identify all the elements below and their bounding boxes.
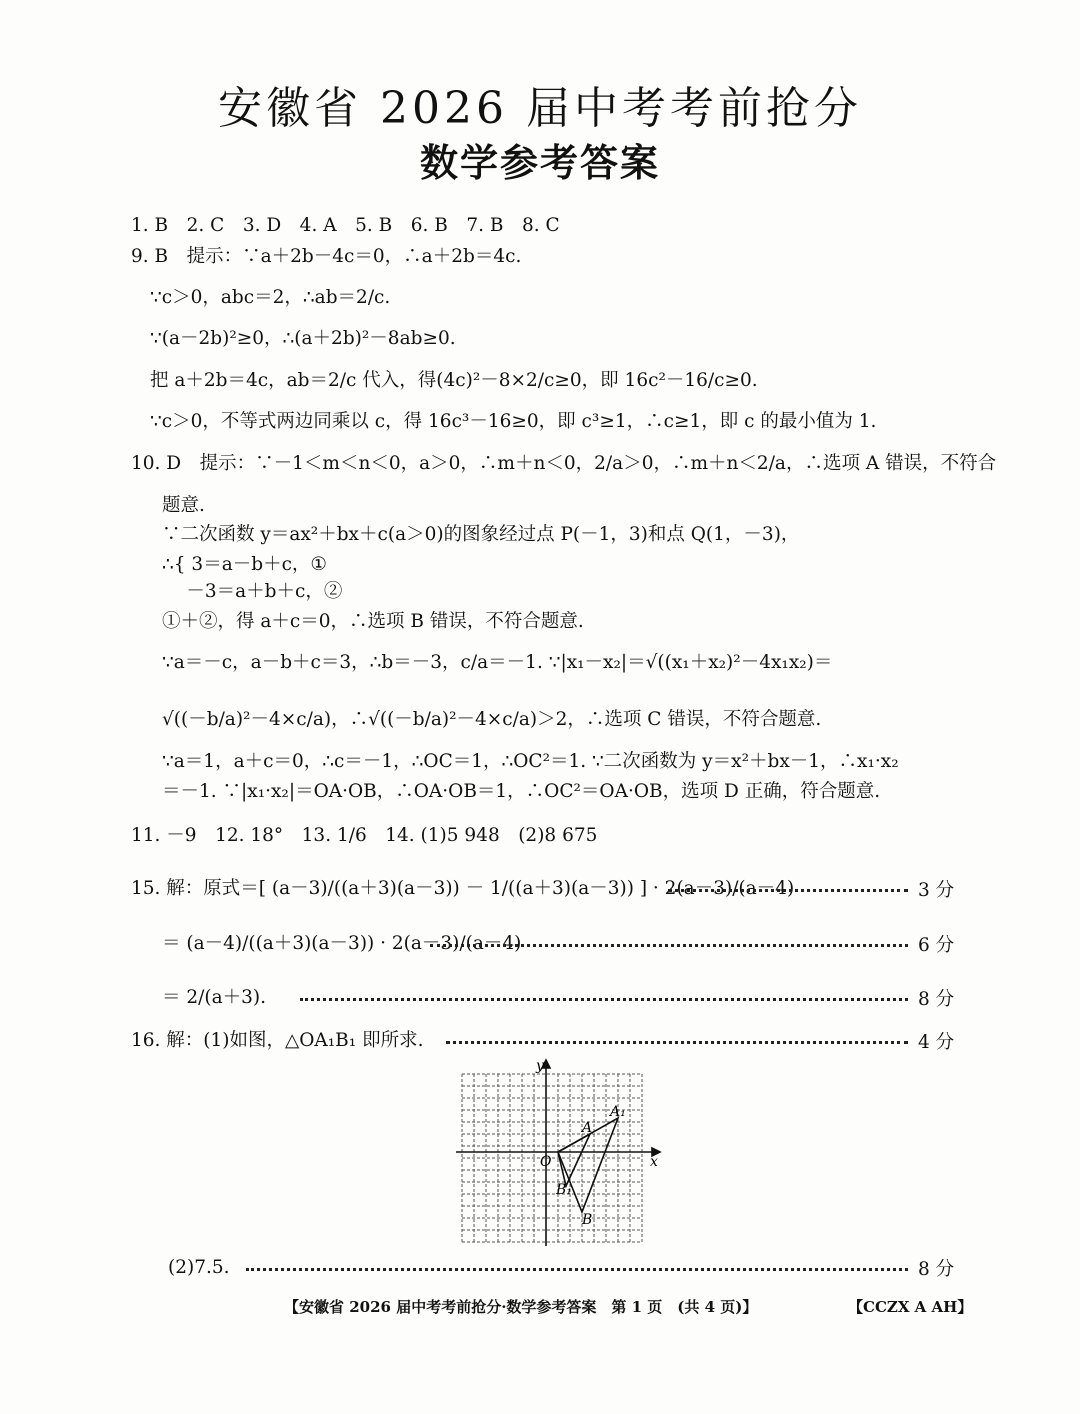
q16-leader-2 <box>246 1268 908 1271</box>
q10-line-8: √((－b/a)²－4×c/a)，∴√((－b/a)²－4×c/a)＞2，∴选项 C 错误，不符合题意. <box>162 709 822 730</box>
q10-line-2: 题意. <box>162 495 205 516</box>
q9-step-4: ∵c＞0，不等式两边同乘以 c，得 16c³－16≥0，即 c³≥1，∴c≥1，即 c 的最小值为 1. <box>150 411 877 432</box>
q10-line-9: ∵a＝1，a＋c＝0，∴c＝－1，∴OC＝1，∴OC²＝1. ∵二次函数为 y＝x²＋bx－1，∴x₁·x₂ <box>162 751 899 772</box>
q15-score-2: 6 分 <box>918 935 955 956</box>
footer-code: 【CCZX A AH】 <box>848 1298 973 1316</box>
point-label-A: A <box>582 1120 593 1136</box>
point-label-B: B <box>582 1212 593 1228</box>
q10-line-7: ∵a＝－c，a－b＋c＝3，∴b＝－3，c/a＝－1. ∵|x₁－x₂|＝√((x₁＋x₂)²－4x₁x₂)＝ <box>162 652 833 673</box>
q10-system-2: －3＝a＋b＋c，② <box>162 581 343 602</box>
q10-system-1: ∴{ 3＝a－b＋c，① <box>162 554 328 575</box>
point-label-A1: A₁ <box>610 1104 626 1120</box>
point-label-B1: B₁ <box>556 1182 572 1198</box>
q15-score-1: 3 分 <box>918 880 955 901</box>
footer-page-info: 【安徽省 2026 届中考考前抢分·数学参考答案 第 1 页 (共 4 页)】 <box>284 1298 758 1316</box>
q10-hint: 10. D 提示：∵－1＜m＜n＜0，a＞0，∴m＋n＜0，2/a＞0，∴m＋n＜2/a，∴选项 A 错误，不符合 <box>131 453 997 474</box>
q16-leader-1 <box>446 1041 908 1044</box>
q15-line-3: ＝ 2/(a＋3). <box>162 987 266 1008</box>
q15-line-2: ＝ (a－4)/((a＋3)(a－3)) · 2(a－3)/(a－4) <box>162 933 522 954</box>
x-axis-label: x <box>650 1154 658 1170</box>
q16-score-2: 8 分 <box>918 1259 955 1280</box>
q15-leader-2 <box>430 944 908 947</box>
q9-step-1: ∵c＞0，abc＝2，∴ab＝2/c. <box>150 287 391 308</box>
q9-hint: 9. B 提示：∵a＋2b－4c＝0，∴a＋2b＝4c. <box>131 246 522 267</box>
answers-11-14: 11. －9 12. 18° 13. 1/6 14. (1)5 948 (2)8 675 <box>131 825 598 846</box>
q9-step-2: ∵(a－2b)²≥0，∴(a＋2b)²－8ab≥0. <box>150 328 456 349</box>
q9-step-3: 把 a＋2b＝4c，ab＝2/c 代入，得(4c)²－8×2/c≥0，即 16c²－16/c≥0. <box>150 370 758 391</box>
q16-score-1: 4 分 <box>918 1032 955 1053</box>
y-axis-label: y <box>536 1058 544 1074</box>
q15-leader-1 <box>668 889 908 892</box>
document-title: 安徽省 2026 届中考考前抢分 <box>218 83 862 134</box>
coordinate-grid-figure <box>448 1056 678 1246</box>
triangle-OAB <box>558 1134 590 1186</box>
q16-part-1: 16. 解：(1)如图，△OA₁B₁ 即所求. <box>131 1030 424 1051</box>
document-subtitle: 数学参考答案 <box>419 140 660 185</box>
point-label-O: O <box>540 1154 552 1170</box>
q16-part-2: (2)7.5. <box>168 1257 230 1278</box>
q15-line-1: 15. 解：原式＝[ (a－3)/((a＋3)(a－3)) － 1/((a＋3)(a－3)) ] · 2(a－3)/(a－4) <box>131 878 795 899</box>
q10-line-10: ＝－1. ∵|x₁·x₂|＝OA·OB，∴OA·OB＝1，∴OC²＝OA·OB，选项 D 正确，符合题意. <box>162 781 881 802</box>
q15-leader-3 <box>300 998 908 1001</box>
q10-line-3: ∵二次函数 y＝ax²＋bx＋c(a＞0)的图象经过点 P(－1，3)和点 Q(1，－3)， <box>162 524 800 545</box>
answers-1-8: 1. B 2. C 3. D 4. A 5. B 6. B 7. B 8. C <box>131 215 560 236</box>
q15-score-3: 8 分 <box>918 989 955 1010</box>
q10-line-6: ①＋②，得 a＋c＝0，∴选项 B 错误，不符合题意. <box>162 611 584 632</box>
